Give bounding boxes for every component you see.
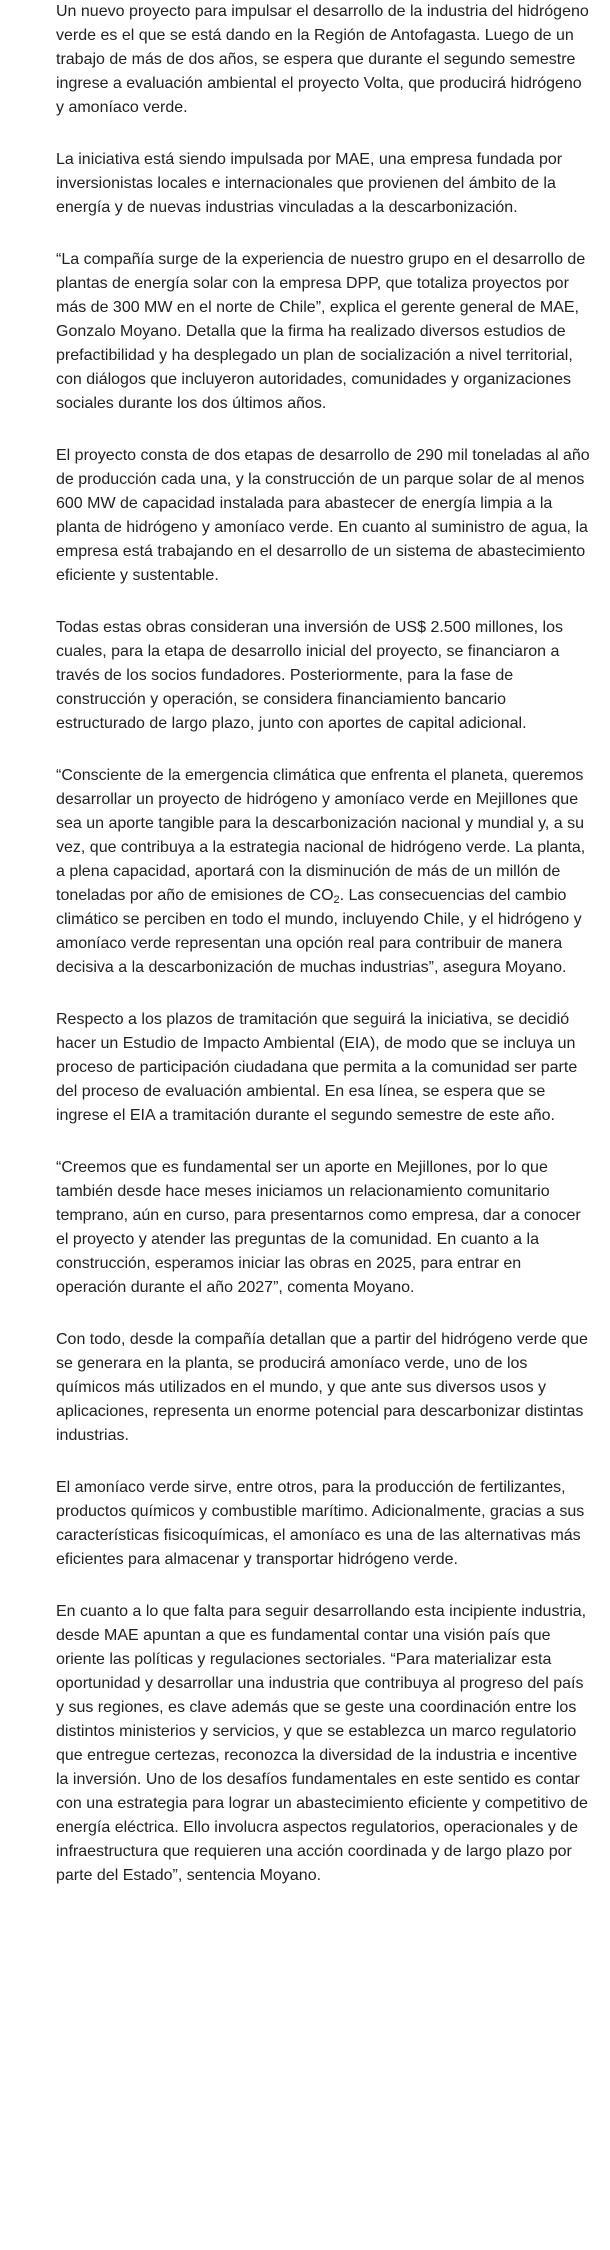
paragraph-quote-climate bbox=[56, 764, 594, 980]
quote-climate-text: “Consciente de la emergencia climática que enfrenta el planeta, queremos desarrollar un proyecto de hidrógeno y amoníaco verde en Mejillones que sea un aporte tangible para la descarbonización nacional y mundial y, a su vez, que contribuya a la estrategia nacional de hidrógeno verde. La planta, a plena capacidad, aportará con la disminución de más de un millón de toneladas por año de emisiones de CO bbox=[56, 767, 586, 904]
co2-subscript: 2 bbox=[333, 894, 340, 906]
paragraph-quote-mejillones: “Creemos que es fundamental ser un aporte en Mejillones, por lo que también desde hace meses iniciamos un relacionamiento comunitario temprano, aún en curso, para presentarnos como empresa, dar a conocer el proyecto y atender las preguntas de la comunidad. En cuanto a la construcción, esperamos iniciar las obras en 2025, para entrar en operación durante el año 2027”, comenta Moyano. bbox=[56, 1159, 581, 1296]
paragraph-ammonia-uses: El amoníaco verde sirve, entre otros, para la producción de fertilizantes, productos químicos y combustible marítimo. Adicionalmente, gracias a sus características fisicoquímicas, el amoníaco es una de las alternativas más eficientes para almacenar y transportar hidrógeno verde. bbox=[56, 1479, 585, 1568]
paragraph-regulation: En cuanto a lo que falta para seguir desarrollando esta incipiente industria, desde MAE apuntan a que es fundamental contar una visión país que oriente las políticas y regulaciones sectoriales. “Para materializar esta oportunidad y desarrollar una industria que contribuya al progreso del país y sus regiones, es clave además que se geste una coordinación entre los distintos ministerios y servicios, y que se establezca un marco regulatorio que entregue certezas, reconozca la diversidad de la industria e incentive la inversión. Uno de los desafíos fundamentales en este sentido es contar con una estrategia para lograr un abastecimiento eficiente y competitivo de energía eléctrica. Ello involucra aspectos regulatorios, operacionales y de infraestructura que requieren una acción coordinada y de largo plazo por parte del Estado”, sentencia Moyano. bbox=[56, 1603, 588, 1884]
paragraph-ammonia: Con todo, desde la compañía detallan que a partir del hidrógeno verde que se generara en la planta, se producirá amoníaco verde, uno de los químicos más utilizados en el mundo, y que ante sus diversos usos y aplicaciones, representa un enorme potencial para descarbonizar distintas industrias. bbox=[56, 1331, 588, 1444]
paragraph-eia: Respecto a los plazos de tramitación que seguirá la iniciativa, se decidió hacer un Estudio de Impacto Ambiental (EIA), de modo que se incluya un proceso de participación ciudadana que permita a la comunidad ser parte del proceso de evaluación ambiental. En esa línea, se espera que se ingrese el EIA a tramitación durante el segundo semestre de este año. bbox=[56, 1011, 578, 1124]
paragraph-investment: Todas estas obras consideran una inversión de US$ 2.500 millones, los cuales, para la etapa de desarrollo inicial del proyecto, se financiaron a través de los socios fundadores. Posteriormente, para la fase de construcción y operación, se considera financiamiento bancario estructurado de largo plazo, junto con aportes de capital adicional. bbox=[56, 619, 563, 732]
paragraph-quote-dpp: “La compañía surge de la experiencia de nuestro grupo en el desarrollo de plantas de energía solar con la empresa DPP, que totaliza proyectos por más de 300 MW en el norte de Chile”, explica el gerente general de MAE, Gonzalo Moyano. Detalla que la firma ha realizado diversos estudios de prefactibilidad y ha desplegado un plan de socialización a nivel territorial, con diálogos que incluyeron autoridades, comunidades y organizaciones sociales durante los dos últimos años. bbox=[56, 251, 586, 412]
paragraph-intro: Un nuevo proyecto para impulsar el desarrollo de la industria del hidrógeno verde es el que se está dando en la Región de Antofagasta. Luego de un trabajo de más de dos años, se espera que durante el segundo semestre ingrese a evaluación ambiental el proyecto Volta, que producirá hidrógeno y amoníaco verde. bbox=[56, 3, 589, 116]
paragraph-mae: La iniciativa está siendo impulsada por MAE, una empresa fundada por inversionistas locales e internacionales que provienen del ámbito de la energía y de nuevas industrias vinculadas a la descarbonización. bbox=[56, 151, 563, 216]
paragraph-project-stages: El proyecto consta de dos etapas de desarrollo de 290 mil toneladas al año de producción cada una, y la construcción de un parque solar de al menos 600 MW de capacidad instalada para abastecer de energía limpia a la planta de hidrógeno y amoníaco verde. En cuanto al suministro de agua, la empresa está trabajando en el desarrollo de un sistema de abastecimiento eficiente y sustentable. bbox=[56, 447, 590, 584]
quote-climate-text-end: . Las consecuencias del cambio climático se perciben en todo el mundo, incluyendo Chile, y el hidrógeno y amoníaco verde representan una opción real para contribuir de manera decisiva a la descarbonización de muchas industrias”, asegura Moyano. bbox=[56, 887, 582, 976]
